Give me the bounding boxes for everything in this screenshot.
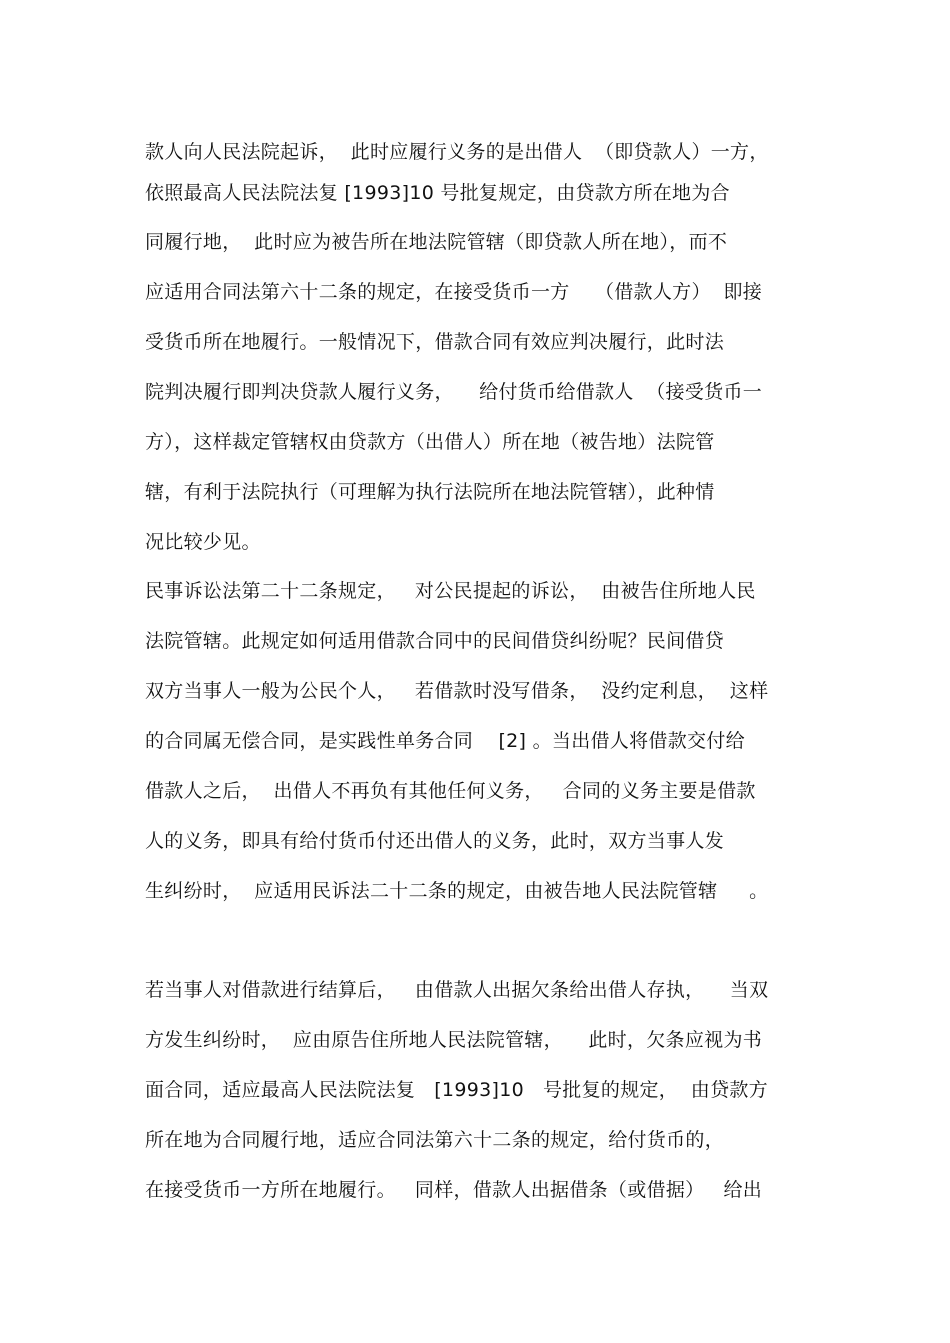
- text-line: 方发生纠纷时， 应由原告住所地人民法院管辖， 此时，欠条应视为书: [145, 1029, 763, 1051]
- text-line: 民事诉讼法第二十二条规定， 对公民提起的诉讼， 由被告住所地人民: [145, 580, 756, 602]
- text-line: 应适用合同法第六十二条的规定，在接受货币一方 （借款人方） 即接: [145, 281, 763, 303]
- text-line: 双方当事人一般为公民个人， 若借款时没写借条， 没约定利息， 这样: [145, 680, 769, 702]
- text-line: 借款人之后， 出借人不再负有其他任何义务， 合同的义务主要是借款: [145, 780, 756, 802]
- text-line: 所在地为合同履行地，适应合同法第六十二条的规定，给付货币的，: [145, 1129, 725, 1151]
- text-line: 院判决履行即判决贷款人履行义务， 给付货币给借款人 （接受货币一: [145, 381, 763, 403]
- text-line: 若当事人对借款进行结算后， 由借款人出据欠条给出借人存执， 当双: [145, 979, 769, 1001]
- text-line: 的合同属无偿合同，是实践性单务合同 [2] 。当出借人将借款交付给: [145, 730, 745, 752]
- text-line: 在接受货币一方所在地履行。 同样，借款人出据借条（或借据） 给出: [145, 1179, 763, 1201]
- text-line: 同履行地， 此时应为被告所在地法院管辖（即贷款人所在地），而不: [145, 231, 728, 253]
- text-line: 受货币所在地履行。一般情况下，借款合同有效应判决履行，此时法: [145, 331, 725, 353]
- text-line: 方），这样裁定管辖权由贷款方（出借人）所在地（被告地）法院管: [145, 431, 715, 453]
- text-line: 辖，有利于法院执行（可理解为执行法院所在地法院管辖），此种情: [145, 481, 715, 503]
- text-line: 生纠纷时， 应适用民诉法二十二条的规定，由被告地人民法院管辖 。: [145, 880, 769, 902]
- text-line: 款人向人民法院起诉， 此时应履行义务的是出借人 （即贷款人）一方，: [145, 141, 769, 163]
- text-line: 面合同，适应最高人民法院法复 [1993]10 号批复的规定， 由贷款方: [145, 1079, 768, 1101]
- text-line: 况比较少见。: [145, 531, 261, 553]
- text-line: 法院管辖。此规定如何适用借款合同中的民间借贷纠纷呢？民间借贷: [145, 630, 725, 652]
- text-line: 依照最高人民法院法复 [1993]10 号批复规定，由贷款方所在地为合: [145, 182, 730, 204]
- text-line: 人的义务，即具有给付货币付还出借人的义务，此时，双方当事人发: [145, 830, 725, 852]
